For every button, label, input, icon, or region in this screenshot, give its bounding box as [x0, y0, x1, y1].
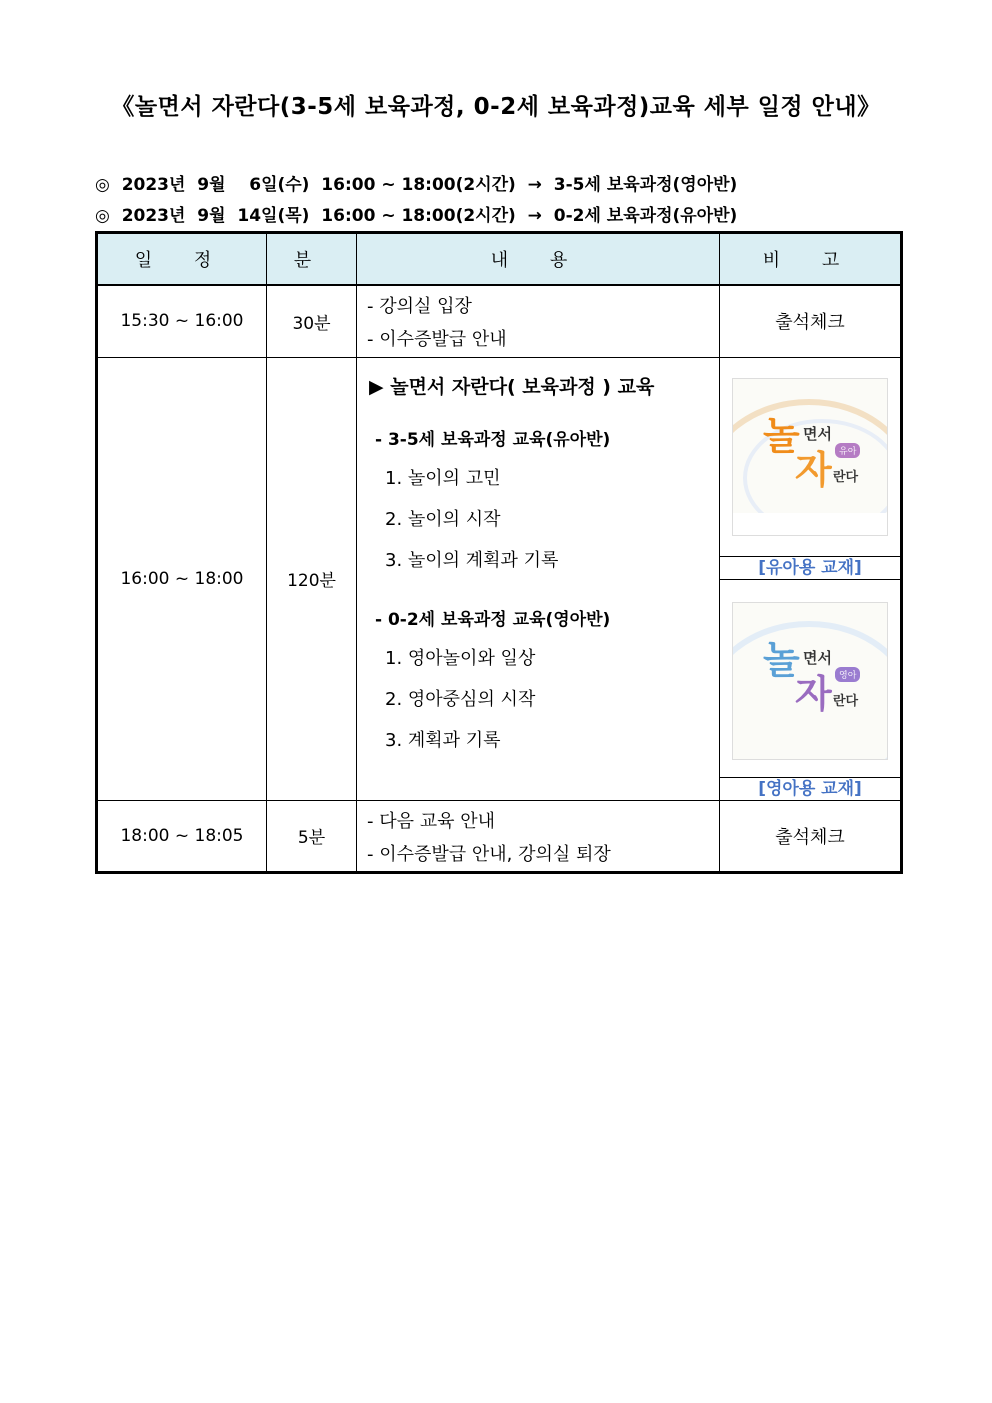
section-item: 3. 계획과 기록 [385, 729, 501, 751]
book-cover-image: 놀 면서 자 란다 영아 [732, 602, 888, 760]
section-title: - 0-2세 보육과정 교육(영아반) [375, 609, 611, 630]
row1-time: 15:30 ~ 16:00 [97, 285, 267, 357]
row1-note: 출석체크 [720, 285, 902, 357]
row3-line: - 이수증발급 안내, 강의실 퇴장 [367, 843, 611, 865]
book2-area [720, 580, 900, 777]
education-heading: ▶ 놀면서 자란다( 보육과정 ) 교육 [369, 375, 655, 398]
book2-caption: [영아용 교재] [720, 777, 900, 800]
section-title: - 3-5세 보육과정 교육(유아반) [375, 429, 611, 450]
schedule-table [95, 231, 903, 874]
row2-content [357, 357, 720, 800]
row1-content [357, 285, 720, 357]
section-item: 1. 놀이의 고민 [385, 467, 501, 489]
row3-note: 출석체크 [720, 800, 902, 872]
row2-note [720, 357, 902, 800]
header-schedule: 일 정 [97, 233, 267, 286]
row3-minutes: 5분 [267, 800, 357, 872]
table-header-row [97, 233, 902, 286]
section-item: 1. 영아놀이와 일상 [385, 647, 536, 669]
row3-line: - 다음 교육 안내 [367, 810, 495, 832]
book1-area [720, 358, 900, 556]
page-title: 《놀면서 자란다(3-5세 보육과정, 0-2세 보육과정)교육 세부 일정 안내》 [111, 94, 881, 120]
header-note: 비 고 [720, 233, 902, 286]
row2-time: 16:00 ~ 18:00 [97, 357, 267, 800]
row1-line: - 강의실 입장 [367, 296, 472, 317]
header-minutes: 분 [267, 233, 357, 286]
book1-caption: [유아용 교재] [720, 556, 900, 580]
section-item: 2. 놀이의 시작 [385, 508, 501, 530]
row1-line: - 이수증발급 안내 [367, 329, 507, 350]
table-row [97, 800, 902, 872]
row2-minutes: 120분 [267, 357, 357, 800]
table-row [97, 285, 902, 357]
row3-time: 18:00 ~ 18:05 [97, 800, 267, 872]
section-item: 3. 놀이의 계획과 기록 [385, 549, 559, 571]
header-content: 내 용 [357, 233, 720, 286]
schedule-line-2: ◎ 2023년 9월 14일(목) 16:00 ~ 18:00(2시간) → 0-2세 보육과정(유아반) [95, 206, 738, 226]
book-cover-image: 놀 면서 자 란다 유아 [732, 378, 888, 536]
row3-content [357, 800, 720, 872]
section-item: 2. 영아중심의 시작 [385, 688, 536, 710]
row1-minutes: 30분 [267, 285, 357, 357]
schedule-line-1: ◎ 2023년 9월 6일(수) 16:00 ~ 18:00(2시간) → 3-5세 보육과정(영아반) [95, 175, 738, 195]
table-row [97, 357, 902, 800]
